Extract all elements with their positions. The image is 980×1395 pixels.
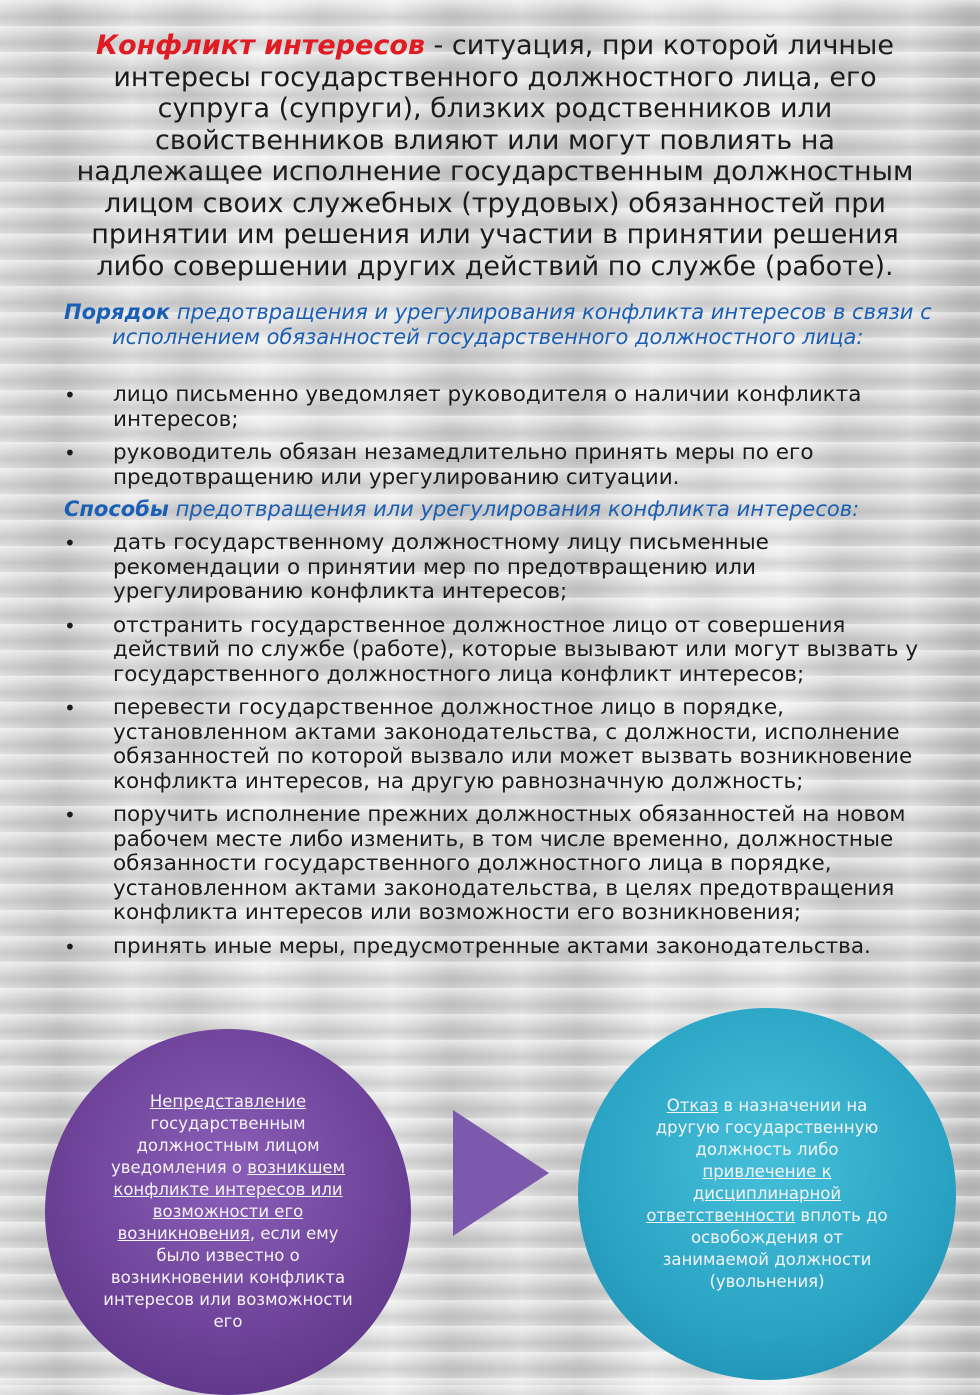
violation-circle (45, 1029, 411, 1395)
consequence-text-part: в назначении на другую государственную должность либо (655, 1096, 879, 1159)
violation-text (101, 1091, 355, 1333)
methods-list (64, 531, 920, 959)
violation-text-end: , если ему было известно о возникновении конфликта интересов или возможности его (103, 1224, 353, 1331)
list-item: • отстранить государственное должностное лицо от совершения действий по службе (работе), которые вызывают или могут вызвать у государственного должностного лица конфликт интересов; (64, 614, 920, 688)
consequence-text (636, 1095, 898, 1293)
definition-paragraph (62, 30, 928, 282)
procedure-list (64, 383, 920, 490)
term-conflict-of-interest: Конфликт интересов (96, 30, 425, 61)
list-item: • перевести государственное должностное лицо в порядке, установленном актами законодательства, с должности, исполнение обязанностей по которой вызвало или может вызвать возникновение конфликта интересов, на другую равнозначную должность; (64, 696, 920, 794)
consequence-circle (578, 1008, 956, 1380)
list-item: • руководитель обязан незамедлительно принять меры по его предотвращению или урегулированию ситуации. (64, 441, 920, 490)
procedure-heading (64, 300, 980, 350)
consequence-underlined-part: привлечение к дисциплинарной ответственности (646, 1162, 842, 1225)
list-item: • дать государственному должностному лицу письменные рекомендации о принятии мер по предотвращению или урегулированию конфликта интересов; (64, 531, 920, 605)
procedure-heading-bold: Порядок (64, 300, 171, 324)
procedure-heading-text: предотвращения и урегулирования конфликта интересов в связи с исполнением обязанностей государственного должностного лица: (112, 300, 932, 349)
consequence-text-end: вплоть до освобождения от занимаемой должности (увольнения) (662, 1206, 888, 1291)
methods-heading (64, 497, 980, 522)
violation-underlined-part: возникшем конфликте интересов или возможности его возникновения (113, 1158, 346, 1243)
violation-term: Непредставление (149, 1092, 307, 1111)
violation-text-part: государственным должностным лицом уведомления о (110, 1114, 320, 1177)
methods-heading-text: предотвращения или урегулирования конфликта интересов: (168, 497, 860, 521)
list-item: • лицо письменно уведомляет руководителя о наличии конфликта интересов; (64, 383, 920, 432)
methods-heading-bold: Способы (64, 497, 169, 521)
list-item: • поручить исполнение прежних должностных обязанностей на новом рабочем месте либо изменить, в том числе временно, должностные обязанности государственного должностного лица в порядке, установленном актами законодательства, в целях предотвращения конфликта интересов или возможности его возникновения; (64, 803, 920, 926)
arrow-right-icon (453, 1110, 549, 1236)
list-item: • принять иные меры, предусмотренные актами законодательства. (64, 935, 920, 960)
definition-text: - ситуация, при которой личные интересы государственного должностного лица, его супруга (супруги), близких родственников или свойственников влияют или могут повлиять на надлежащее исполнение государственным должностным лицом своих служебных (трудовых) обязанностей при принятии им решения или участии в принятии решения либо совершении других действий по службе (работе). (76, 30, 914, 282)
consequence-term: Отказ (666, 1096, 719, 1115)
